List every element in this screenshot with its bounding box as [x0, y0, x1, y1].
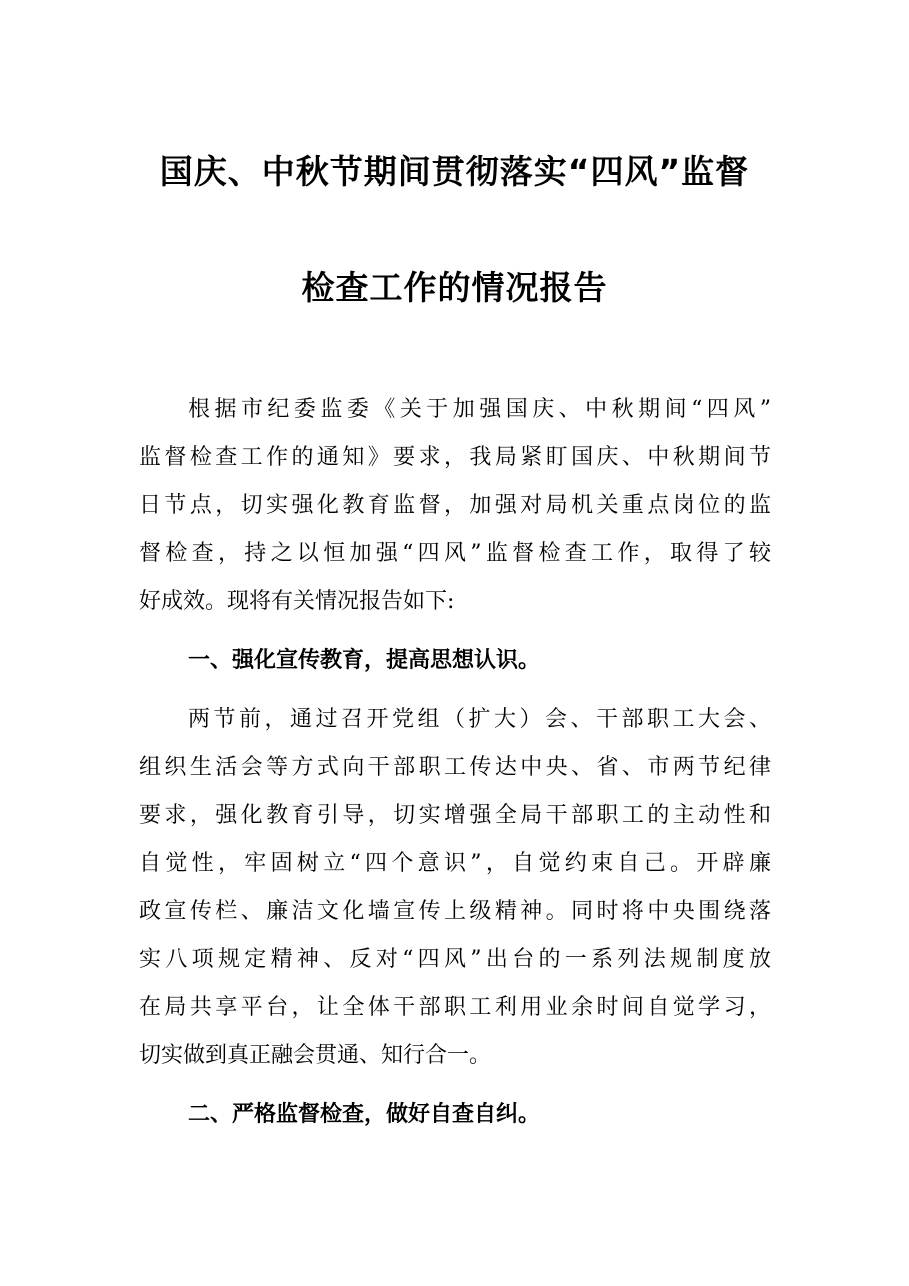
section-1-heading: 一、强化宣传教育，提高思想认识。	[188, 648, 541, 673]
section-1-paragraph-line: 自觉性，牢固树立“四个意识”，自觉约束自己。开辟廉	[139, 851, 771, 876]
intro-paragraph-line: 根据市纪委监委《关于加强国庆、中秋期间“四风”	[188, 397, 771, 422]
section-1-paragraph-line: 两节前，通过召开党组（扩大）会、干部职工大会、	[188, 707, 771, 732]
intro-paragraph-line: 督检查，持之以恒加强“四风”监督检查工作，取得了较	[139, 541, 771, 566]
section-1-paragraph-line: 要求，强化教育引导，切实增强全局干部职工的主动性和	[139, 803, 771, 828]
section-2-heading: 二、严格监督检查，做好自查自纠。	[188, 1102, 541, 1127]
section-1-paragraph-line: 实八项规定精神、反对“四风”出台的一系列法规制度放	[139, 947, 771, 972]
section-1-paragraph-line: 在局共享平台，让全体干部职工利用业余时间自觉学习，	[139, 995, 771, 1020]
section-1-paragraph-line: 政宣传栏、廉洁文化墙宣传上级精神。同时将中央围绕落	[139, 899, 771, 924]
intro-paragraph-line: 监督检查工作的通知》要求，我局紧盯国庆、中秋期间节	[139, 445, 771, 470]
document-title-line-1: 国庆、中秋节期间贯彻落实“四风”监督	[159, 152, 750, 191]
section-1-paragraph-line: 切实做到真正融会贯通、知行合一。	[139, 1043, 492, 1068]
section-1-paragraph-line: 组织生活会等方式向干部职工传达中央、省、市两节纪律	[139, 755, 771, 780]
intro-paragraph-line: 好成效。现将有关情况报告如下:	[139, 589, 455, 614]
document-title-line-2: 检查工作的情况报告	[301, 268, 608, 307]
intro-paragraph-line: 日节点，切实强化教育监督，加强对局机关重点岗位的监	[139, 493, 771, 518]
